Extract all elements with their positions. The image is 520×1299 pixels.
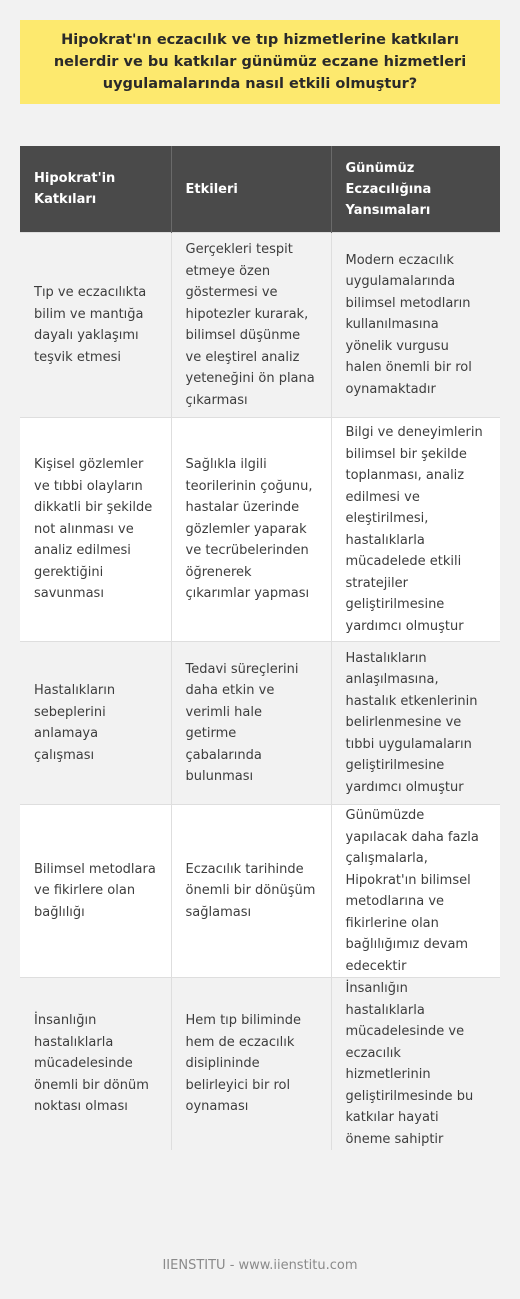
table-row xyxy=(20,418,500,642)
cell-reflection: Bilgi ve deneyimlerin bilimsel bir şekilde toplanması, analiz edilmesi ve eleştirilmesi, hastalıklarla mücadelede etkili stratejiler geliştirilmesine yardımcı olmuştur xyxy=(331,418,500,642)
header-effects: Etkileri xyxy=(171,146,331,233)
cell-effect: Sağlıkla ilgili teorilerinin çoğunu, hastalar üzerinde gözlemler yaparak ve tecrübelerinden öğrenerek çıkarımlar yapması xyxy=(171,418,331,642)
cell-contribution: Kişisel gözlemler ve tıbbi olayların dikkatli bir şekilde not alınması ve analiz edilmesi gerektiğini savunması xyxy=(20,418,171,642)
page-title: Hipokrat'ın eczacılık ve tıp hizmetlerine katkıları nelerdir ve bu katkılar günümüz eczane hizmetleri uygulamalarında nasıl etkili olmuştur? xyxy=(53,32,467,92)
cell-effect: Eczacılık tarihinde önemli bir dönüşüm sağlaması xyxy=(171,805,331,978)
cell-contribution: İnsanlığın hastalıklarla mücadelesinde önemli bir dönüm noktası olması xyxy=(20,978,171,1151)
table-row xyxy=(20,233,500,418)
footer-credit: IIENSTITU - www.iienstitu.com xyxy=(162,1258,358,1273)
table-row xyxy=(20,805,500,978)
cell-contribution: Hastalıkların sebeplerini anlamaya çalışması xyxy=(20,642,171,805)
cell-reflection: Hastalıkların anlaşılmasına, hastalık etkenlerinin belirlenmesine ve tıbbi uygulamaların geliştirilmesine yardımcı olmuştur xyxy=(331,642,500,805)
title-banner xyxy=(20,20,500,104)
cell-reflection: Modern eczacılık uygulamalarında bilimsel metodların kullanılmasına yönelik vurgusu halen önemli bir rol oynamaktadır xyxy=(331,233,500,418)
cell-contribution: Bilimsel metodlara ve fikirlere olan bağlılığı xyxy=(20,805,171,978)
cell-reflection: Günümüzde yapılacak daha fazla çalışmalarla, Hipokrat'ın bilimsel metodlarına ve fikirlerine olan bağlılığımız devam edecektir xyxy=(331,805,500,978)
header-modern-reflections: Günümüz Eczacılığına Yansımaları xyxy=(331,146,500,233)
table-header-row xyxy=(20,146,500,233)
cell-effect: Tedavi süreçlerini daha etkin ve verimli hale getirme çabalarında bulunması xyxy=(171,642,331,805)
table-row xyxy=(20,642,500,805)
table-row xyxy=(20,978,500,1151)
cell-reflection: İnsanlığın hastalıklarla mücadelesinde ve eczacılık hizmetlerinin geliştirilmesinde bu katkılar hayati öneme sahiptir xyxy=(331,978,500,1151)
cell-contribution: Tıp ve eczacılıkta bilim ve mantığa dayalı yaklaşımı teşvik etmesi xyxy=(20,233,171,418)
comparison-table xyxy=(20,146,500,1150)
cell-effect: Gerçekleri tespit etmeye özen göstermesi ve hipotezler kurarak, bilimsel düşünme ve eleştirel analiz yeteneğini ön plana çıkarması xyxy=(171,233,331,418)
header-contributions: Hipokrat'in Katkıları xyxy=(20,146,171,233)
cell-effect: Hem tıp biliminde hem de eczacılık disiplininde belirleyici bir rol oynaması xyxy=(171,978,331,1151)
